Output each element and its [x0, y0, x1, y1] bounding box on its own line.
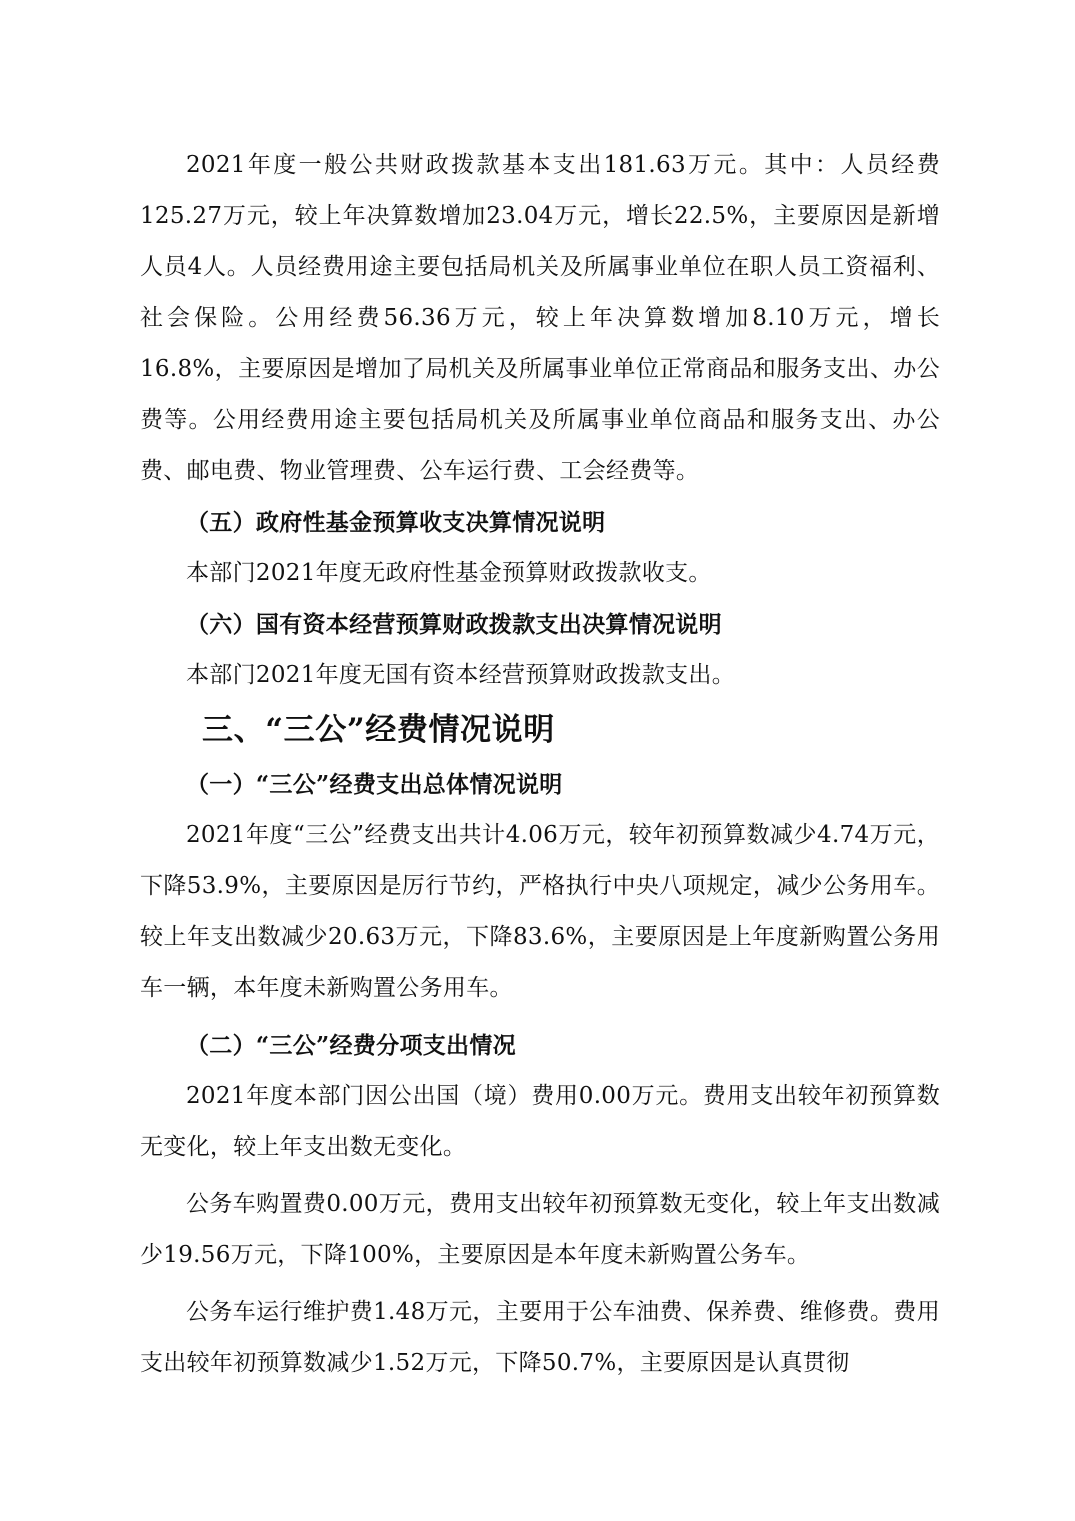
paragraph-government-fund: 本部门2021年度无政府性基金预算财政拨款收支。	[186, 560, 712, 586]
paragraph-vehicle-purchase: 公务车购置费0.00万元，费用支出较年初预算数无变化，较上年支出数减少19.56万元，下降100%，主要原因是本年度未新购置公务车。	[140, 1191, 940, 1268]
heading-government-fund: （五）政府性基金预算收支决算情况说明	[186, 509, 606, 536]
paragraph-overseas-travel: 2021年度本部门因公出国（境）费用0.00万元。费用支出较年初预算数无变化，较上年支出数无变化。	[140, 1083, 940, 1160]
heading-overall-expenses: （一）“三公”经费支出总体情况说明	[186, 771, 563, 798]
heading-state-capital: （六）国有资本经营预算财政拨款支出决算情况说明	[186, 611, 722, 638]
heading-three-public-expenses: 三、“三公”经费情况说明	[202, 712, 555, 748]
paragraph-basic-expenditure: 2021年度一般公共财政拨款基本支出181.63万元。其中：人员经费125.27万元，较上年决算数增加23.04万元，增长22.5%，主要原因是新增人员4人。人员经费用途主要包括局机关及所属事业单位在职人员工资福利、社会保险。公用经费56.36万元，较上年决算数增加8.10万元，增长16.8%，主要原因是增加了局机关及所属事业单位正常商品和服务支出、办公费等。公用经费用途主要包括局机关及所属事业单位商品和服务支出、办公费、邮电费、物业管理费、公车运行费、工会经费等。	[140, 152, 940, 484]
heading-itemized-expenses: （二）“三公”经费分项支出情况	[186, 1032, 516, 1059]
paragraph-overall-expenses: 2021年度“三公”经费支出共计4.06万元，较年初预算数减少4.74万元，下降53.9%，主要原因是厉行节约，严格执行中央八项规定，减少公务用车。较上年支出数减少20.63万元，下降83.6%，主要原因是上年度新购置公务用车一辆，本年度未新购置公务用车。	[140, 822, 940, 1001]
paragraph-vehicle-maintenance: 公务车运行维护费1.48万元，主要用于公车油费、保养费、维修费。费用支出较年初预算数减少1.52万元，下降50.7%，主要原因是认真贯彻	[140, 1299, 940, 1376]
document-page	[140, 140, 940, 1389]
paragraph-state-capital: 本部门2021年度无国有资本经营预算财政拨款支出。	[186, 662, 736, 688]
